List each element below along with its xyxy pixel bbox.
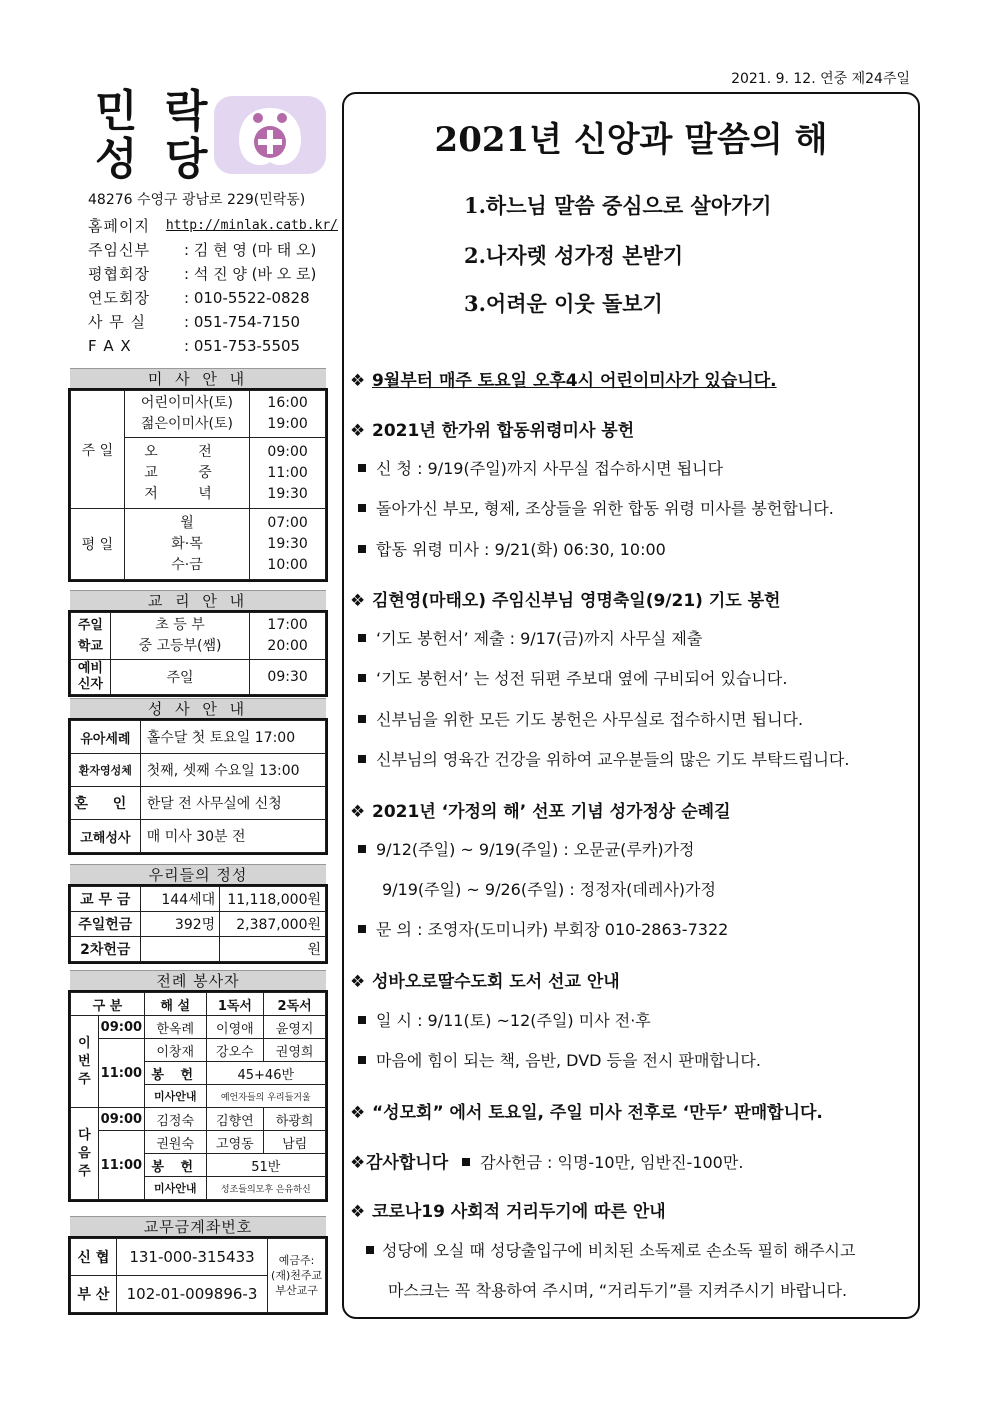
offertory-group: 51반: [206, 1154, 325, 1177]
list-item: [358, 456, 723, 479]
column-header: 2독서: [264, 993, 326, 1016]
notice-feast-prayer: [350, 586, 780, 611]
info-value: : 석 진 양 (바 오 로): [184, 265, 317, 283]
table-row: [71, 391, 326, 438]
notice-children-mass: [350, 366, 777, 391]
sacrament-detail: 매 미사 30분 전: [140, 820, 325, 853]
table-row: [71, 820, 326, 853]
usher-group: 예언자들의 우리들거울: [206, 1085, 325, 1108]
notice-thanks: [350, 1148, 743, 1173]
diamond-icon: ❖: [350, 972, 366, 992]
class-name-line: 중 고등부(쌤): [138, 638, 222, 654]
offering-name: 교 무 금: [71, 887, 141, 912]
sacrament-detail: 홀수달 첫 토요일 17:00: [140, 721, 325, 754]
church-name: [95, 88, 213, 184]
info-row-council: [88, 262, 338, 286]
server-name: 김향연: [206, 1108, 264, 1131]
info-row-homepage: [88, 214, 338, 238]
info-value: : 051-753-5505: [184, 337, 301, 355]
info-label: 홈페이지: [88, 217, 150, 235]
offertory-label: 봉 헌: [144, 1062, 206, 1085]
class-time: [250, 613, 326, 660]
list-item: [358, 917, 728, 940]
info-row-yeondo: [88, 286, 338, 310]
table-row: [71, 887, 326, 912]
list-item: [366, 1238, 855, 1261]
mass-time-line: 10:00: [267, 556, 308, 573]
table-row: [71, 754, 326, 787]
offering-count: 144세대: [140, 887, 220, 912]
square-bullet-icon: [358, 1016, 366, 1024]
square-bullet-icon: [358, 925, 366, 933]
mass-name-line: 수·금: [171, 556, 203, 573]
notice-title: 코로나19 사회적 거리두기에 따른 안내: [372, 1202, 666, 1222]
table-row: [71, 1016, 326, 1039]
mass-time: 11:00: [98, 1131, 144, 1200]
sacrament-detail: 첫째, 셋째 수요일 13:00: [140, 754, 325, 787]
mass-name: [124, 438, 249, 509]
mass-time: [250, 391, 326, 438]
table-row: [71, 1239, 326, 1276]
table-row: [71, 1131, 326, 1154]
info-row-fax: [88, 334, 338, 358]
mass-name-line: 저 녁: [144, 485, 230, 502]
mass-time-line: 09:00: [267, 443, 308, 460]
list-item: [358, 1008, 651, 1031]
list-item: [388, 1278, 847, 1301]
account-number: 131-000-315433: [116, 1239, 267, 1276]
bullet-text: 9/12(주일) ~ 9/19(주일) : 오문균(루카)가정: [376, 840, 695, 859]
table-row: [71, 937, 326, 962]
mass-time: [250, 509, 326, 580]
diamond-icon: ❖: [350, 371, 366, 391]
issue-date: 2021. 9. 12. 연중 제24주일: [731, 71, 910, 87]
usher-label: 미사안내: [144, 1085, 206, 1108]
catechism-table: [70, 612, 326, 695]
square-bullet-icon: [358, 674, 366, 682]
announcement-panel: [342, 92, 920, 1319]
mass-time-line: 16:00: [267, 395, 308, 411]
server-name: 이영애: [206, 1016, 264, 1039]
offertory-label: 봉 헌: [144, 1154, 206, 1177]
class-name-line: 초 등 부: [155, 617, 205, 633]
square-bullet-icon: [358, 755, 366, 763]
next-week-label: 다 음 주: [71, 1108, 99, 1200]
notice-book-mission: [350, 967, 620, 992]
table-row: [71, 660, 326, 695]
list-item: [358, 747, 849, 770]
sacrament-name: 환자영성체: [71, 754, 141, 787]
mass-name-line: 월: [180, 514, 194, 531]
diamond-icon: ❖: [350, 421, 366, 441]
diamond-icon: ❖: [350, 1153, 366, 1173]
notice-title: 성바오로딸수도회 도서 선교 안내: [372, 972, 620, 992]
server-name: 권원숙: [144, 1131, 206, 1154]
notice-title: 김현영(마태오) 주임신부님 영명축일(9/21) 기도 봉헌: [372, 591, 781, 611]
usher-group: 성조들의모후 은유하신: [206, 1177, 325, 1200]
list-item: [358, 837, 694, 860]
year-theme-title: 2021년 신앙과 말씀의 해: [434, 120, 828, 160]
catechism-header: 교 리 안 내: [70, 590, 326, 611]
square-bullet-icon: [358, 634, 366, 642]
bullet-text: 감사헌금 : 익명-10만, 임반진-100만.: [480, 1153, 744, 1172]
mass-name-line: 화·목: [171, 535, 203, 552]
bullet-text: 마음에 힘이 되는 책, 음반, DVD 등을 전시 판매합니다.: [376, 1051, 761, 1070]
bullet-text: 문 의 : 조영자(도미니카) 부회장 010-2863-7322: [376, 920, 729, 939]
goal-2: 2.나자렛 성가정 본받기: [464, 243, 684, 268]
bank-name: 신 협: [71, 1239, 117, 1276]
notice-dumpling-sale: [350, 1098, 823, 1123]
bullet-text: 일 시 : 9/11(토) ~12(주일) 미사 전·후: [376, 1011, 651, 1030]
list-item: [358, 537, 666, 560]
bullet-text: 신부님을 위한 모든 기도 봉헌은 사무실로 접수하시면 됩니다.: [376, 710, 804, 729]
table-row: [71, 1108, 326, 1131]
table-row: [71, 721, 326, 754]
sacrament-name: 고해성사: [71, 820, 141, 853]
sacrament-header: 성 사 안 내: [70, 698, 326, 719]
info-label: F A X: [88, 337, 132, 355]
mass-time-line: 19:00: [267, 416, 308, 432]
table-row: [71, 787, 326, 820]
servers-table: [70, 992, 326, 1200]
class-time: 09:30: [250, 660, 326, 695]
notice-memorial-mass: [350, 416, 634, 441]
sacrament-name: 유아세례: [71, 721, 141, 754]
account-header: 교무금계좌번호: [70, 1216, 326, 1237]
notice-title: 9월부터 매주 토요일 오후4시 어린이미사가 있습니다.: [372, 371, 777, 391]
this-week-label: 이 번 주: [71, 1016, 99, 1108]
notice-title: 2021년 한가위 합동위령미사 봉헌: [372, 421, 635, 441]
notice-title: 2021년 ‘가정의 해’ 선포 기념 성가정상 순례길: [372, 802, 731, 822]
table-row: [71, 613, 326, 660]
offering-amount: 11,118,000원: [220, 887, 326, 912]
account-holder: 예금주: (재)천주교 부산교구: [268, 1239, 326, 1313]
sacrament-name: 혼 인: [71, 787, 141, 820]
mass-time-line: 11:00: [267, 464, 308, 481]
diamond-icon: ❖: [350, 1202, 366, 1222]
bullet-text: 신 청 : 9/19(주일)까지 사무실 접수하시면 됩니다: [376, 459, 724, 478]
mass-time: 11:00: [98, 1039, 144, 1108]
bullet-text: ‘기도 봉헌서’ 는 성전 뒤편 주보대 옆에 구비되어 있습니다.: [376, 669, 788, 688]
church-name-line1: 민 락: [95, 86, 214, 137]
class-time-line: 17:00: [267, 617, 308, 633]
bullet-text: ‘기도 봉헌서’ 제출 : 9/17(금)까지 사무실 제출: [376, 629, 703, 648]
info-row-pastor: [88, 238, 338, 262]
server-name: 강오수: [206, 1039, 264, 1062]
bullet-text: 9/19(주일) ~ 9/26(주일) : 정정자(데레사)가정: [382, 880, 716, 899]
list-item: [382, 877, 716, 900]
diamond-icon: ❖: [350, 1103, 366, 1123]
mass-name-line: 젊은이미사(토): [140, 416, 233, 432]
table-row: [71, 509, 326, 580]
address: 48276 수영구 광남로 229(민락동): [88, 192, 306, 208]
server-name: 하광희: [264, 1108, 326, 1131]
server-name: 한옥례: [144, 1016, 206, 1039]
info-value: : 010-5522-0828: [184, 289, 310, 307]
mass-name-line: 오 전: [144, 443, 230, 460]
square-bullet-icon: [358, 464, 366, 472]
notice-title: “성모회” 에서 토요일, 주일 미사 전후로 ‘만두’ 판매합니다.: [372, 1103, 823, 1123]
mass-header: 미 사 안 내: [70, 368, 326, 389]
bullet-text: 신부님의 영육간 건강을 위하여 교우분들의 많은 기도 부탁드립니다.: [376, 750, 850, 769]
info-label: 사 무 실: [88, 313, 147, 331]
sunday-school-label: 주일 학교: [71, 613, 111, 660]
server-name: 윤영지: [264, 1016, 326, 1039]
mass-name: [124, 391, 249, 438]
mass-time-line: 19:30: [267, 485, 308, 502]
offering-header: 우리들의 정성: [70, 864, 326, 885]
table-row: [71, 993, 326, 1016]
offering-table: [70, 886, 326, 962]
info-label: 주임신부: [88, 241, 150, 259]
list-item: [462, 1153, 743, 1172]
goal-3: 3.어려운 이웃 돌보기: [464, 291, 663, 316]
sacrament-detail: 한달 전 사무실에 신청: [140, 787, 325, 820]
list-item: [358, 1048, 761, 1071]
list-item: [358, 626, 702, 649]
info-label: 연도회장: [88, 289, 150, 307]
church-info: [88, 188, 338, 358]
square-bullet-icon: [358, 504, 366, 512]
mass-table: [70, 390, 326, 580]
server-name: 이창재: [144, 1039, 206, 1062]
offering-amount: 원: [220, 937, 326, 962]
offering-amount: 2,387,000원: [220, 912, 326, 937]
column-header: 1독서: [206, 993, 264, 1016]
column-header: 해 설: [144, 993, 206, 1016]
goal-1: 1.하느님 말씀 중심으로 살아가기: [464, 193, 772, 218]
diamond-icon: ❖: [350, 591, 366, 611]
parish-logo-icon: [214, 96, 326, 174]
notice-holy-family-pilgrimage: [350, 797, 731, 822]
table-row: [71, 912, 326, 937]
notice-covid-distancing: [350, 1197, 666, 1222]
square-bullet-icon: [358, 715, 366, 723]
table-row: [71, 1039, 326, 1062]
square-bullet-icon: [358, 845, 366, 853]
server-name: 김정숙: [144, 1108, 206, 1131]
usher-label: 미사안내: [144, 1177, 206, 1200]
bullet-text: 마스크는 꼭 착용하여 주시며, “거리두기”를 지켜주시기 바랍니다.: [388, 1281, 848, 1300]
column-header: 구 분: [71, 993, 145, 1016]
mass-name-line: 교 중: [144, 464, 230, 481]
offertory-group: 45+46반: [206, 1062, 325, 1085]
offering-name: 주일헌금: [71, 912, 141, 937]
notice-title: 감사합니다: [366, 1153, 449, 1173]
sunday-label: 주 일: [71, 391, 125, 509]
list-item: [358, 496, 834, 519]
square-bullet-icon: [358, 1056, 366, 1064]
info-row-office: [88, 310, 338, 334]
mass-time-line: 19:30: [267, 535, 308, 552]
account-table: [70, 1238, 326, 1313]
weekday-label: 평 일: [71, 509, 125, 580]
homepage-link[interactable]: http://minlak.catb.kr/: [165, 218, 338, 233]
diamond-icon: ❖: [350, 802, 366, 822]
square-bullet-icon: [358, 545, 366, 553]
mass-time: 09:00: [98, 1108, 144, 1131]
bullet-text: 돌아가신 부모, 형제, 조상들을 위한 합동 위령 미사를 봉헌합니다.: [376, 499, 834, 518]
mass-time: [250, 438, 326, 509]
bullet-text: 합동 위령 미사 : 9/21(화) 06:30, 10:00: [376, 540, 666, 559]
offering-count: 392명: [140, 912, 220, 937]
account-number: 102-01-009896-3: [116, 1276, 267, 1313]
class-time-line: 20:00: [267, 638, 308, 654]
offering-count: [140, 937, 220, 962]
square-bullet-icon: [366, 1246, 374, 1254]
class-name: 주일: [110, 660, 249, 695]
server-name: 남림: [264, 1131, 326, 1154]
catechumen-label: 예비 신자: [71, 660, 111, 695]
class-name: [110, 613, 249, 660]
mass-name: [124, 509, 249, 580]
sacrament-table: [70, 720, 326, 853]
server-name: 권영희: [264, 1039, 326, 1062]
servers-header: 전례 봉사자: [70, 970, 326, 991]
bullet-text: 성당에 오실 때 성당출입구에 비치된 소독제로 손소독 필히 해주시고: [382, 1241, 856, 1260]
mass-time-line: 07:00: [267, 514, 308, 531]
list-item: [358, 707, 803, 730]
mass-name-line: 어린이미사(토): [140, 395, 233, 411]
church-name-line2: 성 당: [95, 134, 214, 185]
server-name: 고영동: [206, 1131, 264, 1154]
list-item: [358, 666, 787, 689]
bank-name: 부 산: [71, 1276, 117, 1313]
offering-name: 2차헌금: [71, 937, 141, 962]
mass-time: 09:00: [98, 1016, 144, 1039]
info-label: 평협회장: [88, 265, 150, 283]
info-value: : 051-754-7150: [184, 313, 301, 331]
square-bullet-icon: [462, 1158, 470, 1166]
info-value: : 김 현 영 (마 태 오): [184, 241, 317, 259]
